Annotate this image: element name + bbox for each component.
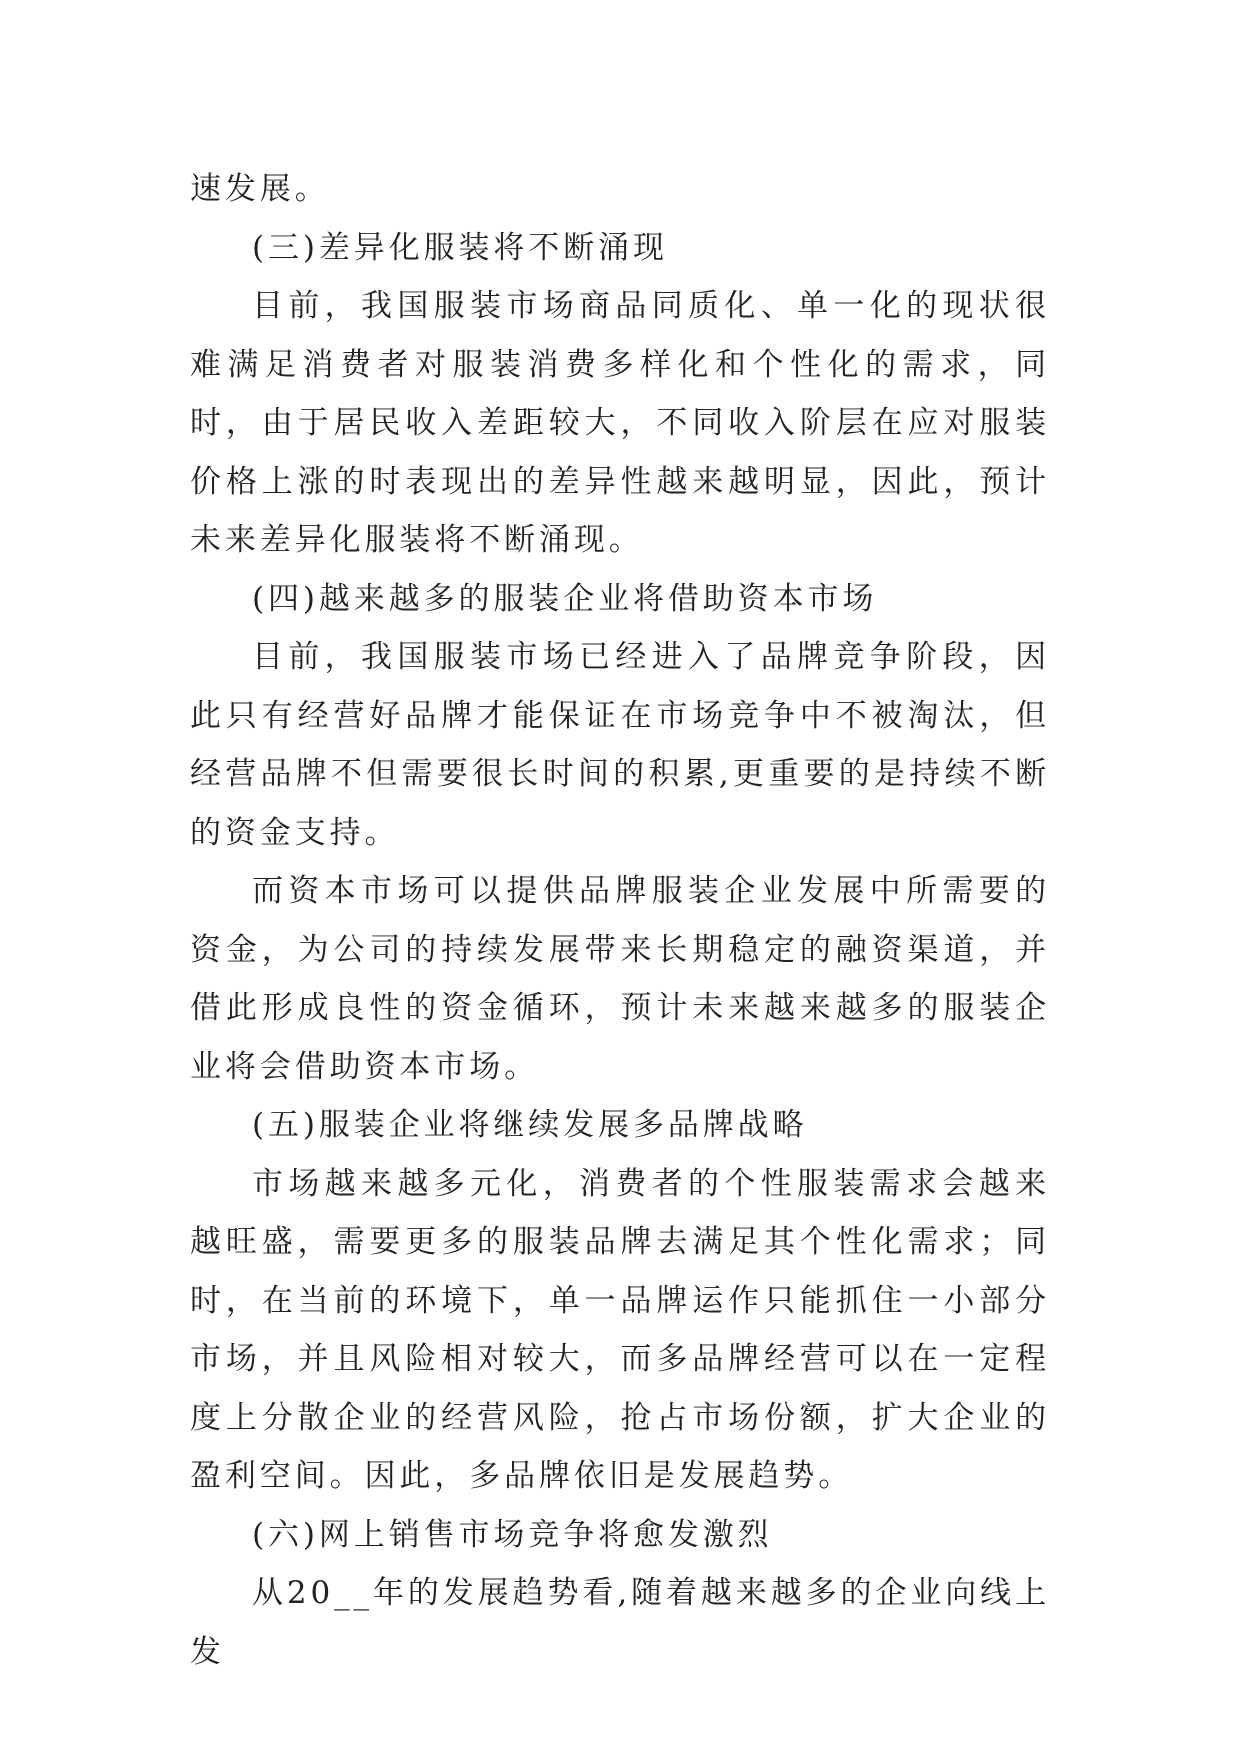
paragraph: 从20__年的发展趋势看,随着越来越多的企业向线上发 [190,1575,1050,1670]
paragraph-continuation: 速发展。 [190,171,330,207]
section-heading-6: (六)网上销售市场竞争将愈发激烈 [252,1516,773,1553]
section-heading-5: (五)服装企业将继续发展多品牌战略 [252,1107,808,1143]
paragraph: 目前，我国服装市场商品同质化、单一化的现状很难满足消费者对服装消费多样化和个性化的需求，同时，由于居民收入差距较大，不同收入阶层在应对服装价格上涨的时表现出的差异性越来越明显，因此，预计未来差异化服装将不断涌现。 [190,288,1050,558]
paragraph: 而资本市场可以提供品牌服装企业发展中所需要的资金，为公司的持续发展带来长期稳定的融资渠道，并借此形成良性的资金循环，预计未来越来越多的服装企业将会借助资本市场。 [190,873,1050,1085]
section-heading-4: (四)越来越多的服装企业将借助资本市场 [252,580,878,617]
paragraph: 市场越来越多元化，消费者的个性服装需求会越来越旺盛，需要更多的服装品牌去满足其个性化需求；同时，在当前的环境下，单一品牌运作只能抓住一小部分市场，并且风险相对较大，而多品牌经营可以在一定程度上分散企业的经营风险，抢占市场份额，扩大企业的盈利空间。因此，多品牌依旧是发展趋势。 [190,1165,1050,1494]
paragraph: 目前，我国服装市场已经进入了品牌竞争阶段，因此只有经营好品牌才能保证在市场竞争中不被淘汰，但经营品牌不但需要很长时间的积累,更重要的是持续不断的资金支持。 [190,639,1050,851]
document-body [190,160,1050,1681]
section-heading-3: (三)差异化服装将不断涌现 [252,229,668,266]
